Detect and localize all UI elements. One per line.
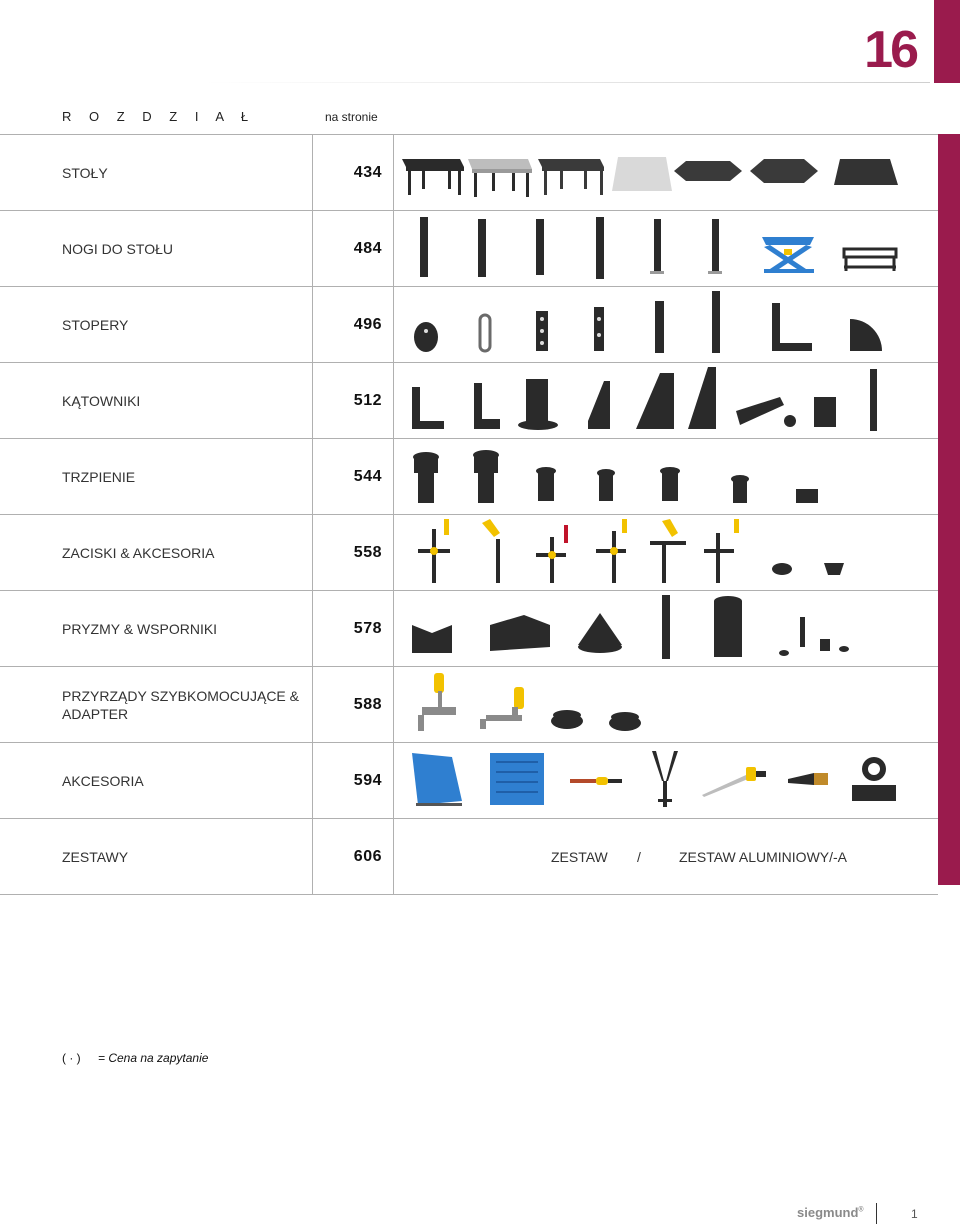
row-label: PRYZMY & WSPORNIKI — [62, 620, 218, 637]
set-label[interactable]: ZESTAW — [551, 848, 608, 865]
row-page[interactable]: 558 — [353, 543, 382, 561]
product-images-prisms — [400, 595, 928, 662]
row-page[interactable]: 544 — [353, 467, 382, 485]
row-label: ZACISKI & AKCESORIA — [62, 544, 215, 561]
row-page[interactable]: 484 — [353, 239, 382, 257]
row-page[interactable]: 594 — [353, 771, 382, 789]
footer-divider — [876, 1203, 877, 1224]
row-label: ZESTAWY — [62, 848, 129, 865]
page-number: 1 — [911, 1207, 918, 1221]
product-images-stops — [400, 291, 928, 358]
side-accent-bar — [938, 134, 960, 885]
row-page[interactable]: 578 — [353, 619, 382, 637]
product-images-tables — [400, 139, 928, 206]
toc-row-zaciski[interactable] — [0, 514, 938, 590]
row-label: PRZYRZĄDY SZYBKOMOCUJĄCE & ADAPTER — [62, 687, 300, 722]
set-aluminium-label[interactable]: ZESTAW ALUMINIOWY/-A — [679, 848, 848, 865]
product-images-clamps — [400, 519, 928, 586]
chapter-tab — [934, 0, 960, 83]
toc-row-akcesoria[interactable] — [0, 742, 938, 818]
product-images-angles — [400, 367, 928, 434]
header-title: R O Z D Z I A Ł — [62, 109, 256, 124]
toc-row-przyrzady[interactable] — [0, 666, 938, 742]
chapter-number: 16 — [864, 21, 916, 79]
toc-row-stopery[interactable] — [0, 286, 938, 362]
row-label: KĄTOWNIKI — [62, 392, 141, 409]
row-page[interactable]: 496 — [353, 315, 382, 333]
product-images-bolts — [400, 443, 928, 510]
row-label: STOŁY — [62, 164, 108, 181]
toc-row-nogi[interactable] — [0, 210, 938, 286]
header-rule — [205, 82, 930, 83]
row-page[interactable]: 512 — [353, 391, 382, 409]
toc-row-stoly[interactable] — [0, 134, 938, 210]
row-page[interactable]: 434 — [353, 163, 382, 181]
row-label: NOGI DO STOŁU — [62, 240, 173, 257]
set-separator: / — [637, 848, 641, 865]
row-page[interactable]: 606 — [353, 847, 382, 865]
product-images-accessories — [400, 747, 928, 814]
toc-row-zestawy[interactable] — [0, 818, 938, 895]
row-page[interactable]: 588 — [353, 695, 382, 713]
row-label: TRZPIENIE — [62, 468, 136, 485]
brand-logo: siegmund® — [797, 1205, 864, 1220]
row-label: AKCESORIA — [62, 772, 144, 789]
table-of-contents — [0, 134, 938, 895]
toc-row-katowniki[interactable] — [0, 362, 938, 438]
product-images-quick-clamps — [400, 671, 928, 738]
legend-text: = Cena na zapytanie — [98, 1051, 209, 1065]
toc-row-pryzmy[interactable] — [0, 590, 938, 666]
legend-symbol: ( · ) — [62, 1051, 81, 1065]
toc-row-trzpienie[interactable] — [0, 438, 938, 514]
header-page-column: na stronie — [325, 110, 378, 124]
row-label: STOPERY — [62, 316, 129, 333]
price-legend — [62, 1051, 208, 1065]
product-images-legs — [400, 215, 928, 282]
